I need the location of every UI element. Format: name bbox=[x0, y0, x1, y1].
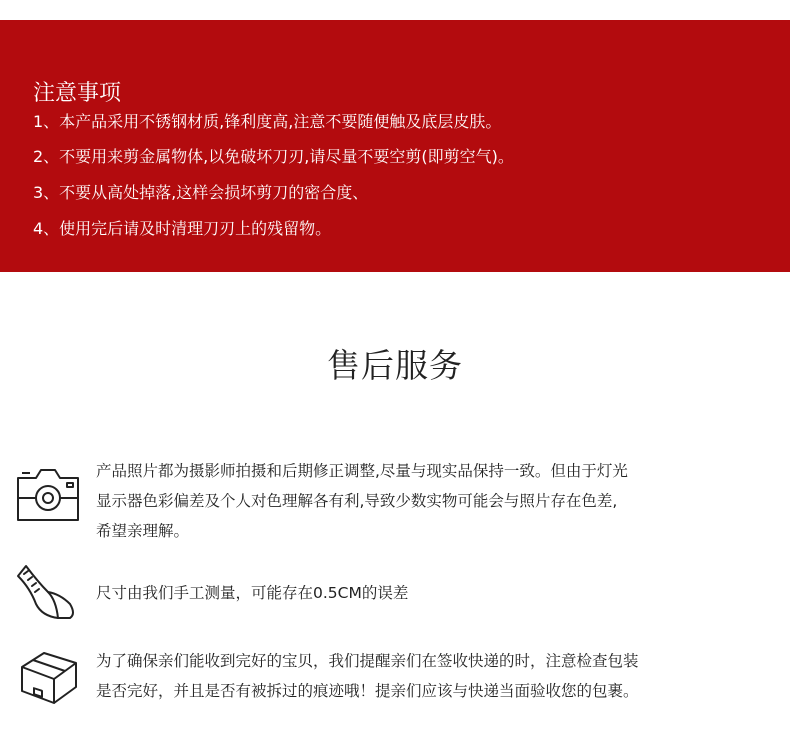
service-item-line: 希望亲理解。 bbox=[96, 522, 190, 540]
service-title: 售后服务 bbox=[327, 346, 463, 385]
notice-line: 4、使用完后请及时清理刀刃上的残留物。 bbox=[33, 219, 332, 238]
service-item-photo-notice bbox=[96, 456, 776, 546]
service-item-line: 显示器色彩偏差及个人对色理解各有利,导致少数实物可能会与照片存在色差, bbox=[96, 492, 618, 510]
notice-title: 注意事项 bbox=[33, 81, 122, 106]
notice-banner bbox=[0, 20, 790, 272]
package-box-icon bbox=[18, 643, 80, 705]
service-item-size-notice bbox=[96, 578, 776, 608]
service-item-line: 产品照片都为摄影师拍摄和后期修正调整,尽量与现实品保持一致。但由于灯光 bbox=[96, 462, 628, 480]
camera-icon bbox=[16, 466, 80, 524]
notice-line: 2、不要用来剪金属物体,以免破坏刀刃,请尽量不要空剪(即剪空气)。 bbox=[33, 147, 514, 166]
measuring-tape-icon bbox=[16, 564, 78, 620]
service-item-line: 是否完好，并且是否有被拆过的痕迹哦！提亲们应该与快递当面验收您的包裹。 bbox=[96, 682, 639, 700]
service-item-line: 尺寸由我们手工测量，可能存在0.5CM的误差 bbox=[96, 584, 409, 602]
notice-line: 3、不要从高处掉落,这样会损坏剪刀的密合度、 bbox=[33, 183, 369, 202]
service-item-package-notice bbox=[96, 646, 776, 706]
service-item-line: 为了确保亲们能收到完好的宝贝，我们提醒亲们在签收快递的时，注意检查包装 bbox=[96, 652, 639, 670]
notice-line: 1、本产品采用不锈钢材质,锋利度高,注意不要随便触及底层皮肤。 bbox=[33, 112, 502, 131]
